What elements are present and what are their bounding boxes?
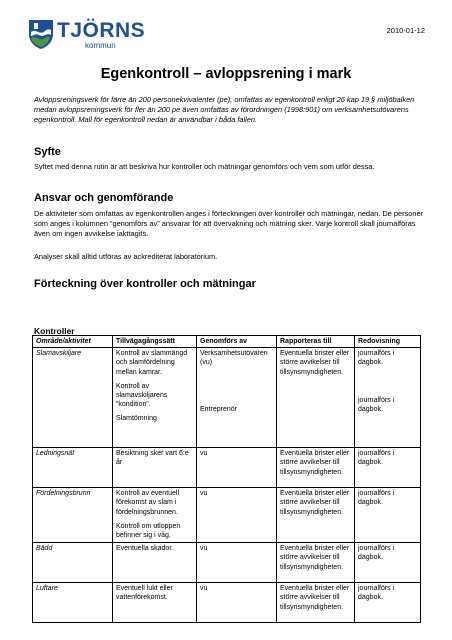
logo-subtitle: kommun (85, 41, 116, 50)
document-title: Egenkontroll – avloppsrening i mark (100, 66, 352, 82)
tjorns-kommun-logo (27, 16, 146, 58)
subheading-kontroller: Kontroller (34, 326, 75, 336)
cell-area: Fördelningsbrunn (33, 488, 113, 543)
table-row (33, 488, 421, 543)
logo-name: TJÖRNS (57, 19, 146, 42)
table-header-row (33, 336, 421, 348)
cell-record: journalförs i dagbok. (355, 543, 421, 583)
method-line: Slamtömning (116, 415, 157, 423)
coat-of-arms-icon (27, 18, 55, 50)
method-line: Kontroll om utloppen befinner sig i våg. (116, 522, 181, 540)
cell-area: Slamavskiljare (33, 348, 113, 448)
cell-reported-to: Eventuella brister eller större avvikelser till tillsynsmyndigheten. (277, 583, 355, 623)
heading-ansvar: Ansvar och genomförande (34, 192, 174, 204)
cell-area: Ledningsnät (33, 448, 113, 488)
cell-area: Bädd (33, 543, 113, 583)
ansvar-analys-text: Analyser skall alltid utföras av ackrediterat laboratorium. (34, 252, 218, 261)
cell-method: Eventuella skador. (113, 543, 197, 583)
performer-line: Entreprenör (200, 405, 237, 413)
table-row (33, 348, 421, 448)
column-header-area: Område/aktivitet (33, 336, 113, 348)
cell-reported-to: Eventuella brister eller större avvikelser till tillsynsmyndigheten. (277, 448, 355, 488)
document-date: 2010-01-12 (386, 26, 425, 35)
record-line: journalförs i dagbok. (358, 350, 395, 367)
cell-performed-by: vu (197, 543, 277, 583)
performer-line: Verksamhetsutövaren (vu) (200, 350, 268, 367)
column-header-method: Tillvägagångssätt (113, 336, 197, 348)
heading-forteckning: Förteckning över kontroller och mätningar (34, 278, 256, 290)
cell-method: Eventuell lukt eller vattenförekomst. (113, 583, 197, 623)
table-row (33, 543, 421, 583)
cell-performed-by: vu (197, 583, 277, 623)
cell-performed-by: vu (197, 488, 277, 543)
cell-method: Besiktning sker vart 6:e år (113, 448, 197, 488)
record-line: journalförs i dagbok. (358, 396, 395, 413)
table-row (33, 448, 421, 488)
cell-record: journalförs i dagbok. (355, 488, 421, 543)
column-header-reported-to: Rapporteras till (277, 336, 355, 348)
method-line: Kontroll av slammängd och slamfördelning mellan kamrar. (116, 350, 188, 376)
method-line: Kontroll av eventuell förekomst av slam i fördelningsbrunnen. (116, 490, 180, 516)
cell-record: journalförs i dagbok. (355, 448, 421, 488)
column-header-performed-by: Genomförs av (197, 336, 277, 348)
cell-method (113, 348, 197, 448)
cell-record: journalförs i dagbok. (355, 583, 421, 623)
method-line: Kontroll av slamavskiljarens ”kondition”. (116, 382, 168, 409)
cell-area: Luftare (33, 583, 113, 623)
cell-performed-by: vu (197, 448, 277, 488)
cell-method (113, 488, 197, 543)
table-row (33, 583, 421, 623)
cell-reported-to: Eventuella brister eller större avvikelser till tillsynsmyndigheten. (277, 543, 355, 583)
cell-record (355, 348, 421, 448)
ansvar-text: De aktiviteter som omfattas av egenkontrollen anges i förteckningen över kontroller och mätningar, nedan. De personer som anges i kolumnen ”genomförs av” ansvarar för att övervakning och mätning sker. Varje kontroll skall journalföras även om ingen avvikelse iakttagits. (34, 209, 424, 238)
heading-syfte: Syfte (34, 146, 61, 158)
cell-reported-to: Eventuella brister eller större avvikelser till tillsynsmyndigheten. (277, 348, 355, 448)
cell-performed-by (197, 348, 277, 448)
intro-paragraph: Avloppsreningsverk för färre än 200 personekvivalenter (pe), omfattas av egenkontroll enligt 26 kap 19 § miljöbalken medan avloppsreningsverk för fler än 200 pe även omfattas av förordningen (1998:901) om verksamhetsutövarens egenkontroll. Mall för egenkontroll nedan är användbar i båda fallen. (34, 95, 415, 124)
controls-table (32, 335, 421, 623)
column-header-record: Redovisning (355, 336, 421, 348)
cell-reported-to: Eventuella brister eller större avvikelser till tillsynsmyndigheten. (277, 488, 355, 543)
syfte-text: Syftet med denna rutin är att beskriva hur kontroller och mätningar genomförs och vem som utför dessa. (34, 162, 375, 171)
